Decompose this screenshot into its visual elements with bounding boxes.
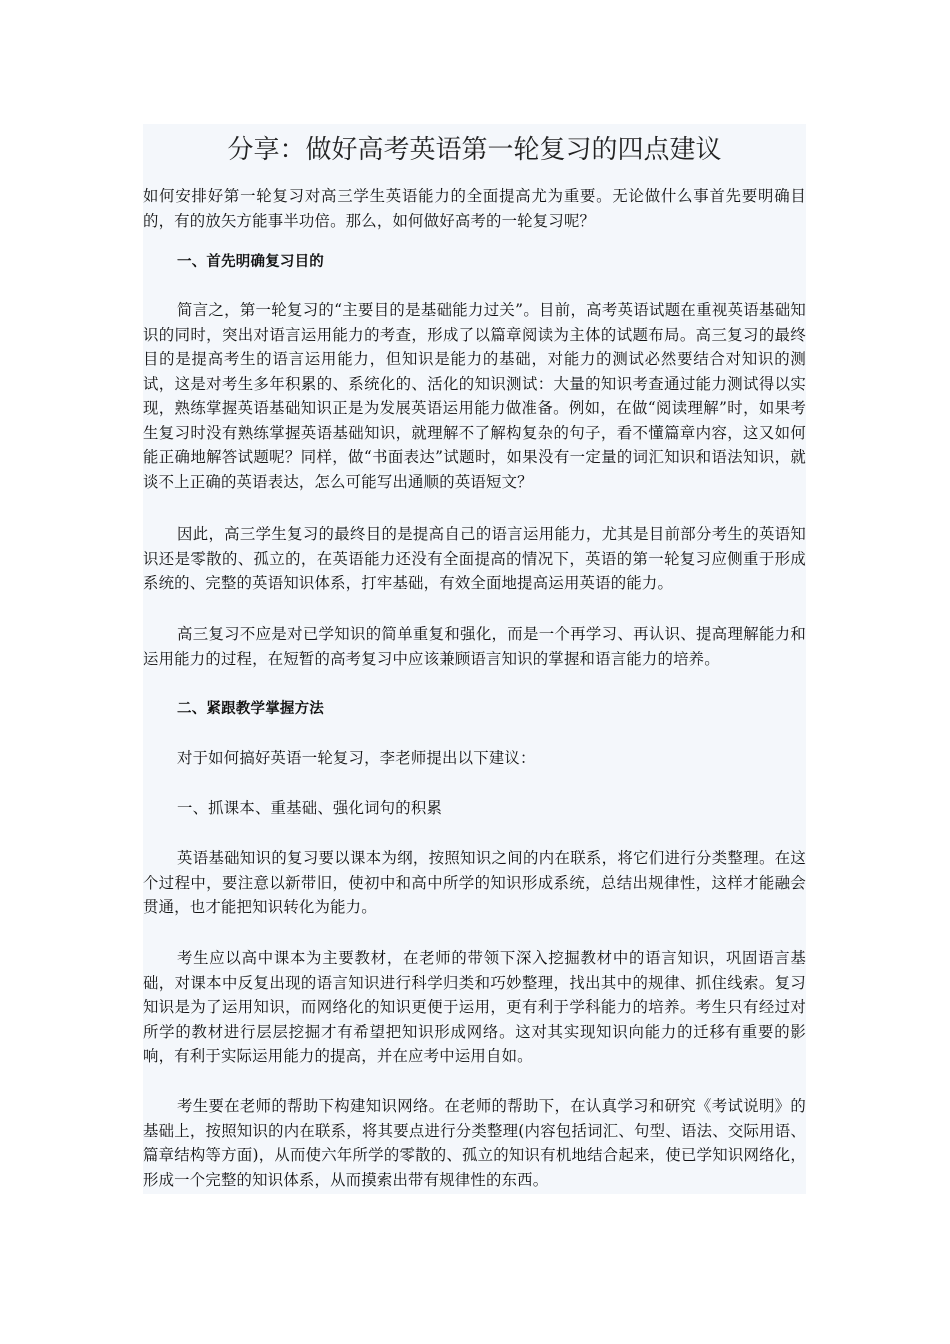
section2-paragraph-1: 对于如何搞好英语一轮复习，李老师提出以下建议： [177, 749, 536, 767]
subsection1-paragraph-1: 英语基础知识的复习要以课本为纲，按照知识之间的内在联系，将它们进行分类整理。在这个过程中，要注意以新带旧，使初中和高中所学的知识形成系统，总结出规律性，这样才能融会贯通，也才能把知识转化为能力。 [143, 849, 806, 916]
intro-paragraph: 如何安排好第一轮复习对高三学生英语能力的全面提高尤为重要。无论做什么事首先要明确目的，有的放矢方能事半功倍。那么，如何做好高考的一轮复习呢？ [143, 187, 806, 230]
subsection1-heading: 一、抓课本、重基础、强化词句的积累 [177, 799, 443, 817]
section1-paragraph-1: 简言之，第一轮复习的“主要目的是基础能力过关”。目前，高考英语试题在重视英语基础知识的同时，突出对语言运用能力的考查，形成了以篇章阅读为主体的试题布局。高三复习的最终目的是提高考生的语言运用能力，但知识是能力的基础，对能力的测试必然要结合对知识的测试，这是对考生多年积累的、系统化的、活化的知识测试：大量的知识考查通过能力测试得以实现，熟练掌握英语基础知识正是为发展英语运用能力做准备。例如，在做“阅读理解”时，如果考生复习时没有熟练掌握英语基础知识，就理解不了解构复杂的句子，看不懂篇章内容，这又如何能正确地解答试题呢？同样，做“书面表达”试题时，如果没有一定量的词汇知识和语法知识，就谈不上正确的英语表达，怎么可能写出通顺的英语短文？ [143, 301, 806, 491]
document-title: 分享：做好高考英语第一轮复习的四点建议 [227, 135, 722, 165]
section1-paragraph-2: 因此，高三学生复习的最终目的是提高自己的语言运用能力，尤其是目前部分考生的英语知识还是零散的、孤立的，在英语能力还没有全面提高的情况下，英语的第一轮复习应侧重于形成系统的、完整的英语知识体系，打牢基础，有效全面地提高运用英语的能力。 [143, 525, 806, 592]
section2-heading: 二、紧跟教学掌握方法 [177, 701, 324, 717]
section1-paragraph-3: 高三复习不应是对已学知识的简单重复和强化，而是一个再学习、再认识、提高理解能力和运用能力的过程，在短暂的高考复习中应该兼顾语言知识的掌握和语言能力的培养。 [143, 625, 806, 668]
subsection1-paragraph-3: 考生要在老师的帮助下构建知识网络。在老师的帮助下，在认真学习和研究《考试说明》的基础上，按照知识的内在联系，将其要点进行分类整理(内容包括词汇、句型、语法、交际用语、篇章结构等方面)，从而使六年所学的零散的、孤立的知识有机地结合起来，使已学知识网络化，形成一个完整的知识体系，从而摸索出带有规律性的东西。 [143, 1097, 806, 1189]
section1-heading: 一、首先明确复习目的 [177, 254, 324, 270]
subsection1-paragraph-2: 考生应以高中课本为主要教材，在老师的带领下深入挖掘教材中的语言知识，巩固语言基础，对课本中反复出现的语言知识进行科学归类和巧妙整理，找出其中的规律、抓住线索。复习知识是为了运用知识，而网络化的知识更便于运用，更有利于学科能力的培养。考生只有经过对所学的教材进行层层挖掘才有希望把知识形成网络。这对其实现知识向能力的迁移有重要的影响，有利于实际运用能力的提高，并在应考中运用自如。 [143, 949, 806, 1065]
document-page [143, 124, 806, 1194]
